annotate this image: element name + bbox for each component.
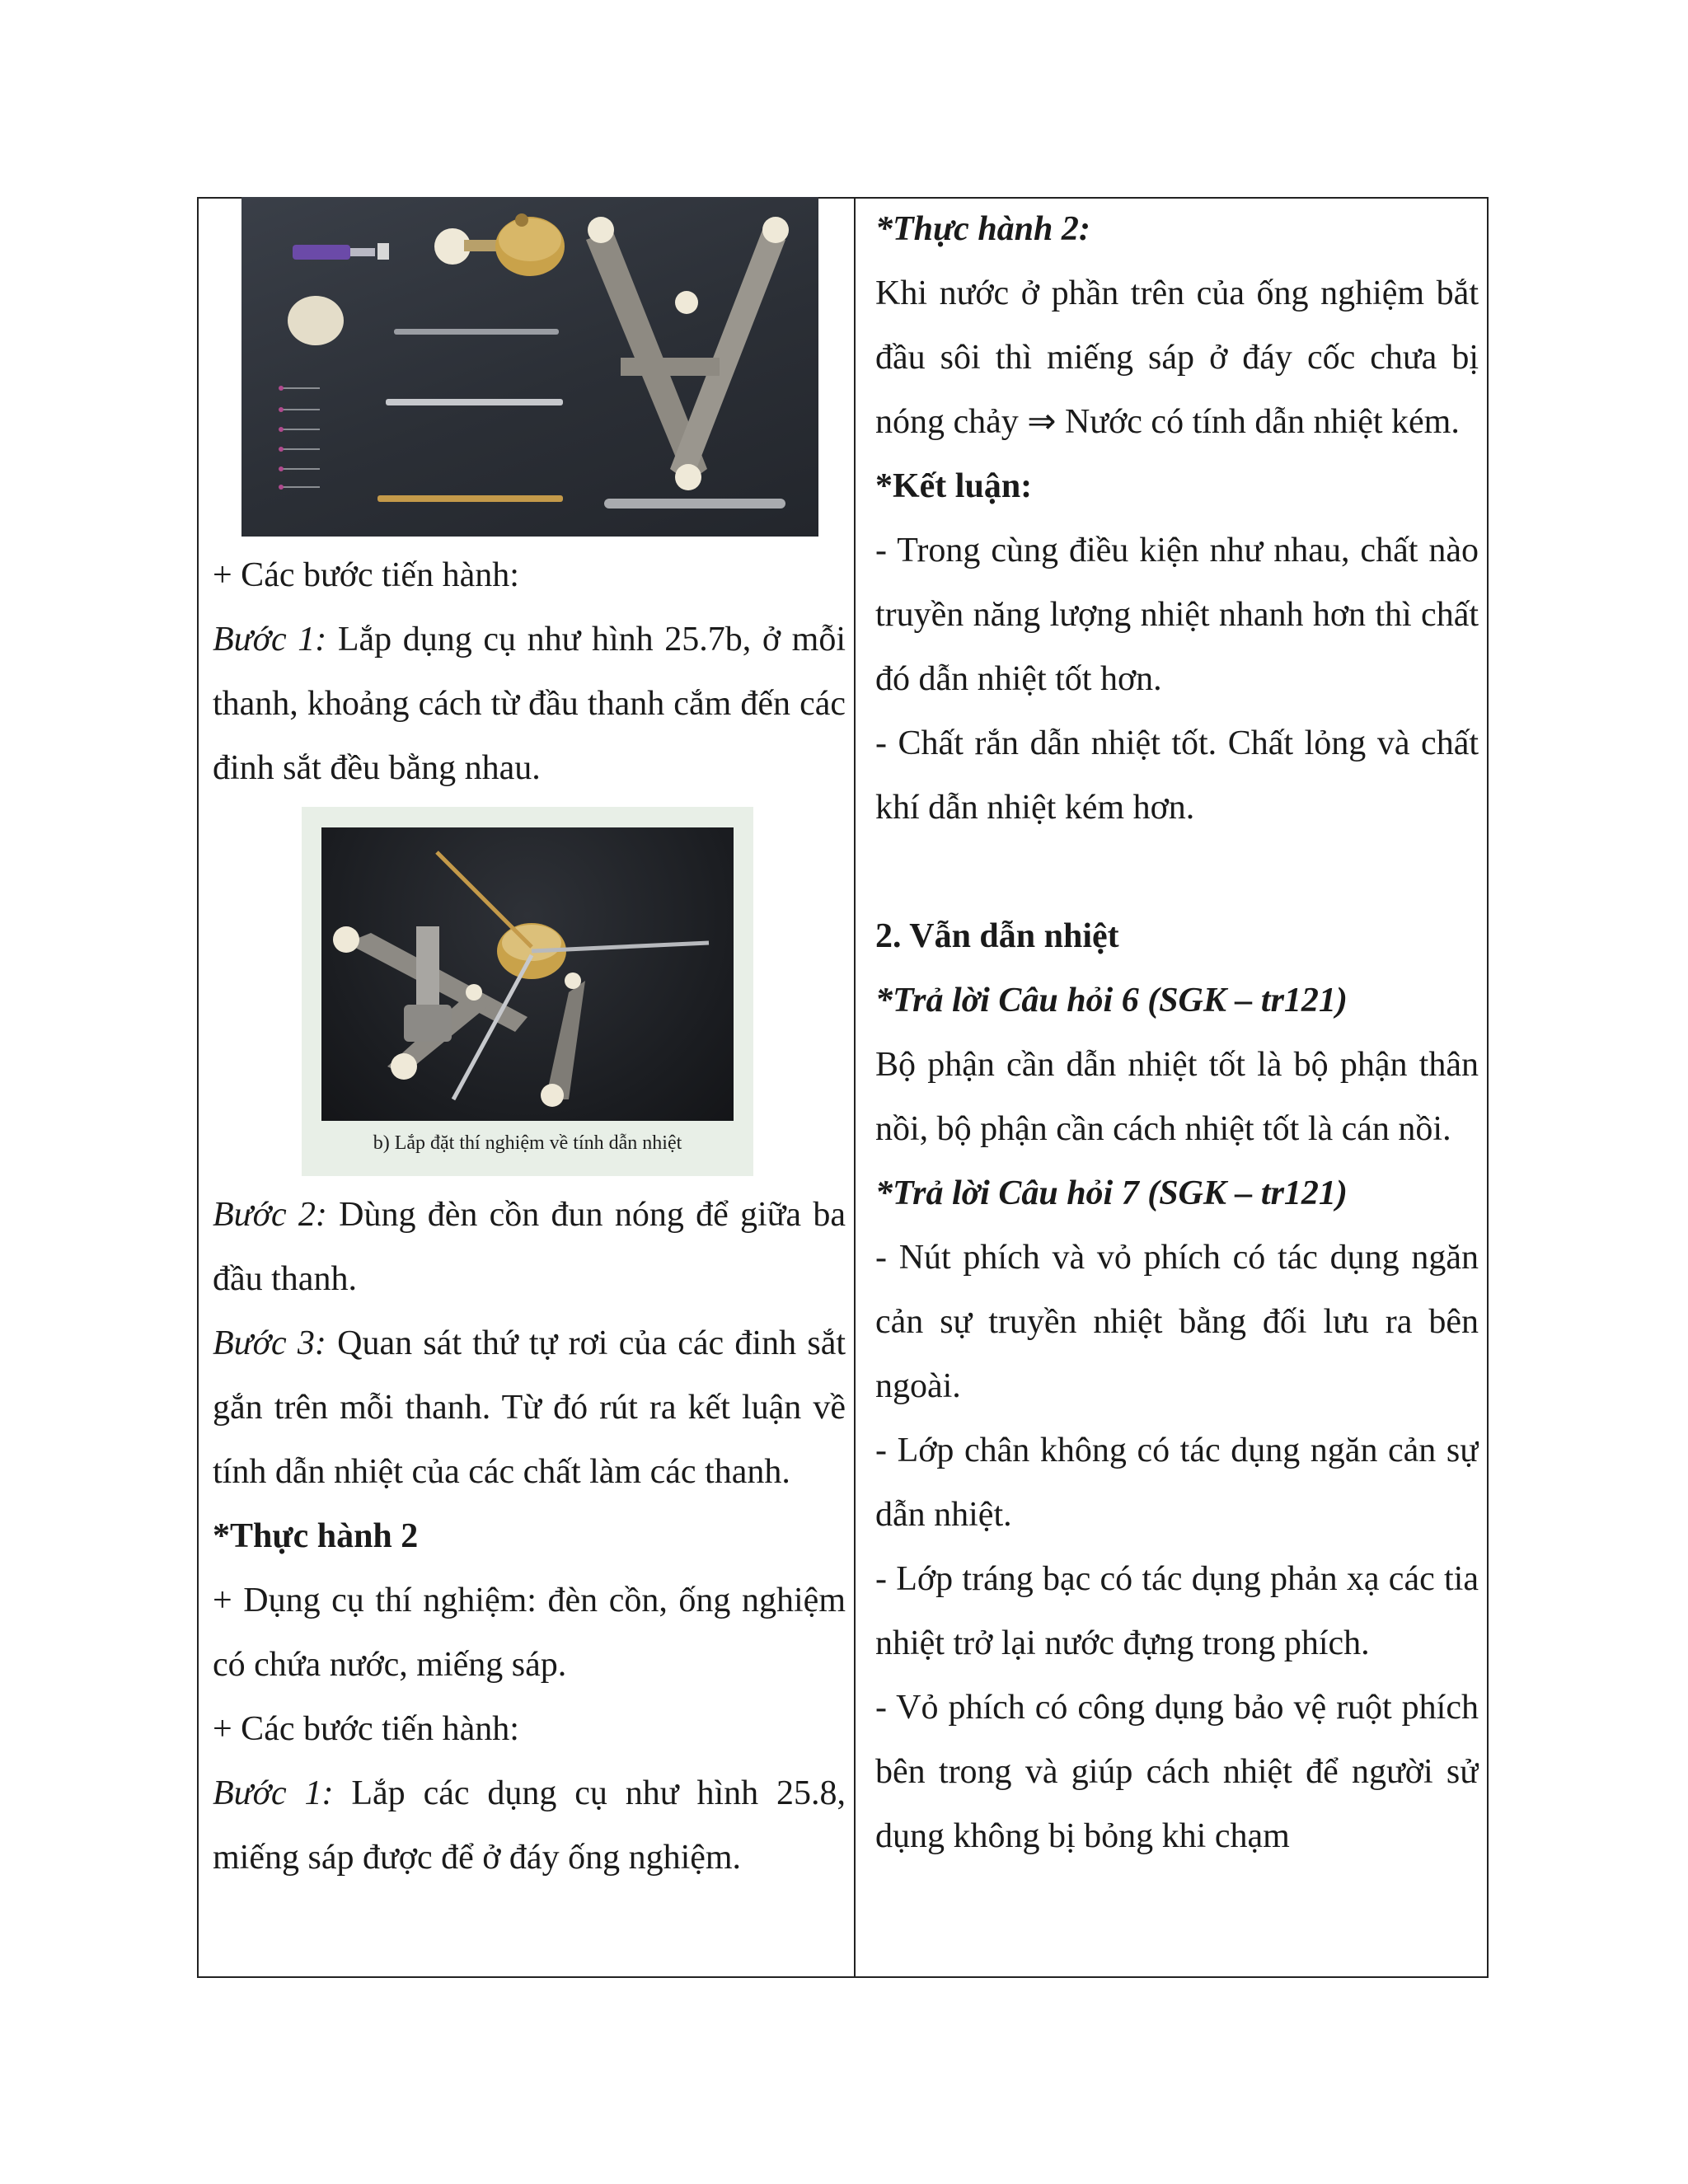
step3-label: Bước 3: bbox=[213, 1324, 326, 1362]
figure-caption: b) Lắp đặt thí nghiệm về tính dẫn nhiệt bbox=[373, 1132, 682, 1154]
steps-heading-2: + Các bước tiến hành: bbox=[213, 1710, 519, 1748]
step1b-text: Lắp các dụng cụ như hình 25.8, miếng sáp được để ở đáy ống nghiệm. bbox=[213, 1774, 846, 1877]
step2-label: Bước 2: bbox=[213, 1196, 327, 1234]
step1-paragraph bbox=[213, 607, 846, 800]
spacer bbox=[875, 840, 1479, 904]
step2-paragraph bbox=[213, 1183, 846, 1311]
practice2-heading-right: *Thực hành 2: bbox=[875, 210, 1090, 248]
step1-text: Lắp dụng cụ như hình 25.7b, ở mỗi thanh, khoảng cách từ đầu thanh cắm đến các đinh sắt đều bằng nhau. bbox=[213, 621, 846, 787]
step3-text: Quan sát thứ tự rơi của các đinh sắt gắn trên mỗi thanh. Từ đó rút ra kết luận về tính dẫn nhiệt của các chất làm các thanh. bbox=[213, 1324, 846, 1491]
step1b-label: Bước 1: bbox=[213, 1774, 334, 1812]
practice2-heading-left: *Thực hành 2 bbox=[213, 1517, 419, 1555]
setup-photo bbox=[321, 827, 734, 1121]
conclusion-item-2: - Chất rắn dẫn nhiệt tốt. Chất lỏng và chất khí dẫn nhiệt kém hơn. bbox=[875, 724, 1479, 827]
q7-answer-3: - Lớp tráng bạc có tác dụng phản xạ các tia nhiệt trở lại nước đựng trong phích. bbox=[875, 1560, 1479, 1662]
step1b-paragraph bbox=[213, 1761, 846, 1890]
q6-heading: *Trả lời Câu hỏi 6 (SGK – tr121) bbox=[875, 982, 1348, 1019]
q6-answer: Bộ phận cần dẫn nhiệt tốt là bộ phận thân nồi, bộ phận cần cách nhiệt tốt là cán nồi. bbox=[875, 1046, 1479, 1148]
q7-heading: *Trả lời Câu hỏi 7 (SGK – tr121) bbox=[875, 1174, 1348, 1212]
steps-heading-1: + Các bước tiến hành: bbox=[213, 556, 519, 594]
right-column bbox=[875, 197, 1479, 1978]
step3-paragraph bbox=[213, 1311, 846, 1504]
conclusion-heading: *Kết luận: bbox=[875, 467, 1033, 505]
q7-answer-1: - Nút phích và vỏ phích có tác dụng ngăn cản sự truyền nhiệt bằng đối lưu ra bên ngoài. bbox=[875, 1239, 1479, 1405]
equipment-photo bbox=[241, 197, 818, 537]
left-column bbox=[213, 197, 846, 1978]
section2-heading: 2. Vẫn dẫn nhiệt bbox=[875, 917, 1119, 955]
step2-text: Dùng đèn cồn đun nóng để giữa ba đầu thanh. bbox=[213, 1196, 846, 1298]
q7-answer-4: - Vỏ phích có công dụng bảo vệ ruột phích bên trong và giúp cách nhiệt để người sử dụng không bị bỏng khi chạm bbox=[875, 1689, 1479, 1855]
column-divider bbox=[854, 197, 856, 1978]
step1-label: Bước 1: bbox=[213, 621, 327, 658]
q7-answer-2: - Lớp chân không có tác dụng ngăn cản sự dẫn nhiệt. bbox=[875, 1432, 1479, 1534]
setup-figure bbox=[302, 807, 753, 1176]
conclusion-item-1: - Trong cùng điều kiện như nhau, chất nào truyền năng lượng nhiệt nhanh hơn thì chất đó dẫn nhiệt tốt hơn. bbox=[875, 532, 1479, 698]
equipment-paragraph: + Dụng cụ thí nghiệm: đèn cồn, ống nghiệm có chứa nước, miếng sáp. bbox=[213, 1582, 846, 1684]
practice2-result: Khi nước ở phần trên của ống nghiệm bắt đầu sôi thì miếng sáp ở đáy cốc chưa bị nóng chảy ⇒ Nước có tính dẫn nhiệt kém. bbox=[875, 274, 1479, 441]
